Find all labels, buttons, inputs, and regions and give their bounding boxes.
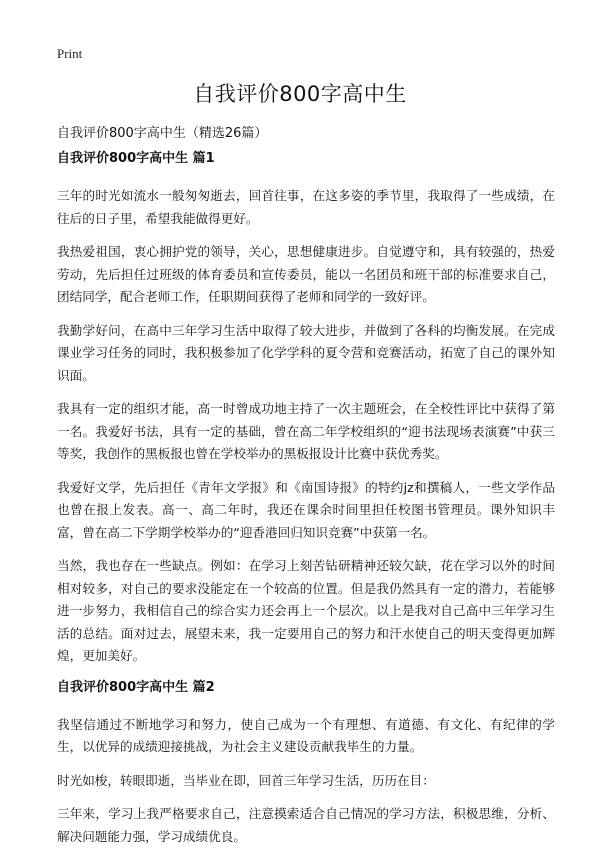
paragraph: 三年的时光如流水一般匆匆逝去，回首往事，在这多姿的季节里，我取得了一些成绩，在往后的日子里，希望我能做得更好。 bbox=[57, 188, 555, 226]
paragraph: 我具有一定的组织才能，高一时曾成功地主持了一次主题班会，在全校性评比中获得了第一名。我爱好书法，具有一定的基础，曾在高二年学校组织的“迎书法现场表演赛”中获三等奖，我创作的黑板报也曾在学校举办的黑板报设计比赛中获优秀奖。 bbox=[57, 401, 555, 461]
paragraph: 我热爱祖国，衷心拥护党的领导，关心，思想健康进步。自觉遵守和，具有较强的，热爱劳动，先后担任过班级的体育委员和宣传委员，能以一名团员和班干部的标准要求自己，团结同学，配合老师工作，任职期间获得了老师和同学的一致好评。 bbox=[57, 244, 555, 304]
print-link[interactable]: Print bbox=[57, 46, 83, 61]
section-1 bbox=[57, 150, 555, 668]
section-2 bbox=[57, 679, 555, 849]
paragraph: 我勤学好问，在高中三年学习生活中取得了较大进步，并做到了各科的均衡发展。在完成课业学习任务的同时，我积极参加了化学学科的夏令营和竞赛活动，拓宽了自己的课外知识面。 bbox=[57, 322, 555, 383]
section-heading: 自我评价800字高中生 篇2 bbox=[57, 679, 215, 695]
document-subtitle: 自我评价800字高中生（精选26篇） bbox=[57, 126, 268, 141]
paragraph: 我爱好文学，先后担任《青年文学报》和《南国诗报》的特约jz和撰稿人，一些文学作品也曾在报上发表。高一、高二年时，我还在课余时间里担任校图书管理员。课外知识丰富，曾在高二下学期学校举办的“迎香港回归知识竞赛”中获第一名。 bbox=[57, 479, 555, 540]
paragraph: 三年来，学习上我严格要求自己，注意摸索适合自己情况的学习方法，积极思维，分析、解决问题能力强，学习成绩优良。 bbox=[57, 806, 555, 844]
paragraph: 我坚信通过不断地学习和努力，使自己成为一个有理想、有道德、有文化、有纪律的学生，以优异的成绩迎接挑战，为社会主义建设贡献我毕生的力量。 bbox=[57, 716, 555, 754]
paragraph: 时光如梭，转眼即逝，当毕业在即，回首三年学习生活，历历在目： bbox=[57, 772, 435, 788]
paragraph: 当然，我也存在一些缺点。例如：在学习上刻苦钻研精神还较欠缺，花在学习以外的时间相对较多，对自己的要求没能定在一个较高的位置。但是我仍然具有一定的潜力，若能够进一步努力，我相信自己的综合实力还会再上一个层次。以上是我对自己高中三年学习生活的总结。面对过去，展望未来，我一定要用自己的努力和汗水使自己的明天变得更加辉煌，更加美好。 bbox=[57, 558, 555, 663]
section-heading: 自我评价800字高中生 篇1 bbox=[57, 151, 215, 166]
document-body bbox=[57, 150, 555, 859]
page-title: 自我评价800字高中生 bbox=[193, 82, 407, 106]
